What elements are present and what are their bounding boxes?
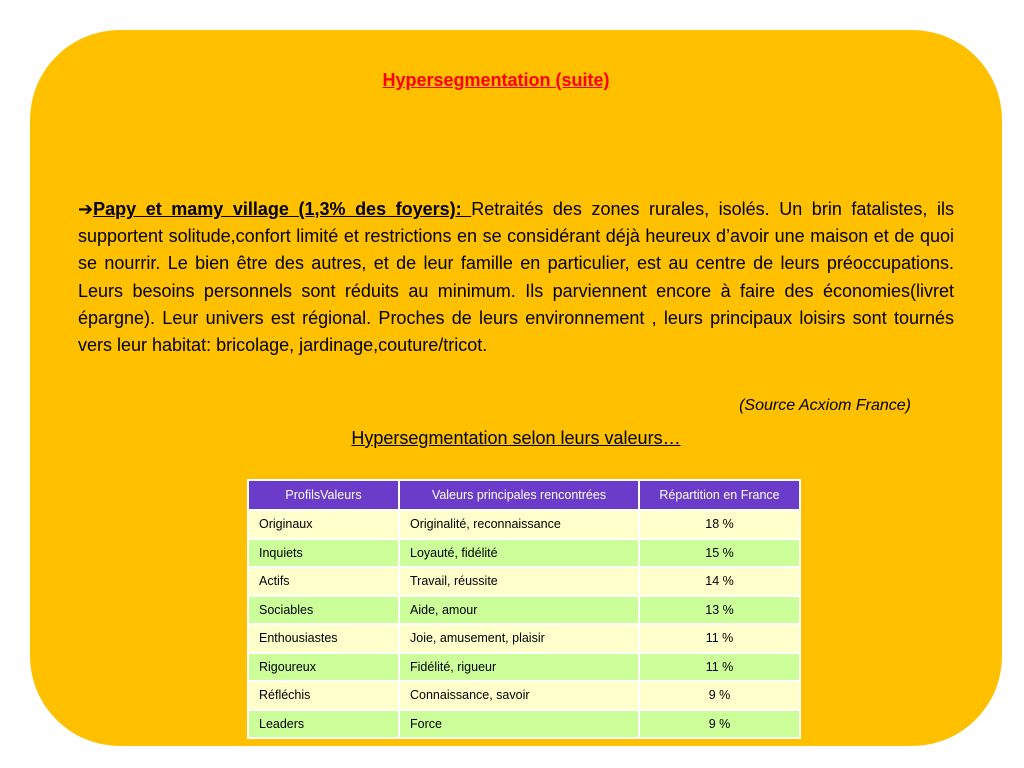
values-cell: Connaissance, savoir [399,681,639,710]
section-subtitle: Hypersegmentation selon leurs valeurs… [351,428,681,448]
table-row [248,681,800,710]
profile-cell: Leaders [248,710,399,739]
table-row [248,510,800,539]
share-cell: 9 % [639,710,800,739]
values-cell: Loyauté, fidélité [399,539,639,568]
profile-cell: Inquiets [248,539,399,568]
share-cell: 15 % [639,539,800,568]
column-header-valeurs: Valeurs principales rencontrées [399,480,639,510]
table-row [248,624,800,653]
values-cell: Fidélité, rigueur [399,653,639,682]
source-note: (Source Acxiom France) [739,397,911,414]
table-row [248,539,800,568]
profile-paragraph [78,196,954,359]
share-cell: 9 % [639,681,800,710]
column-header-repartition: Répartition en France [639,480,800,510]
table-row [248,596,800,625]
column-header-profils: ProfilsValeurs [248,480,399,510]
arrow-icon: ➔ [78,199,94,219]
profile-heading: Papy et mamy village (1,3% des foyers): [93,199,472,219]
table-row [248,567,800,596]
values-cell: Originalité, reconnaissance [399,510,639,539]
page-title: Hypersegmentation (suite) [382,70,610,90]
values-cell: Force [399,710,639,739]
profile-cell: Réfléchis [248,681,399,710]
table-row [248,710,800,739]
share-cell: 14 % [639,567,800,596]
profile-description: Retraités des zones rurales, isolés. Un brin fatalistes, ils supportent solitude,confort limité et restrictions en se considérant déjà heureux d’avoir une maison et de quoi se nourrir. Le bien être des autres, et de leur famille en particulier, est au centre de leurs préoccupations. Leurs besoins personnels sont réduits au minimum. Ils parviennent encore à faire des économies(livret épargne). Leur univers est régional. Proches de leurs environnement , leurs principaux loisirs sont tournés vers leur habitat: bricolage, jardinage,couture/tricot. [78,199,955,356]
table-row [248,653,800,682]
values-cell: Travail, réussite [399,567,639,596]
share-cell: 13 % [639,596,800,625]
profile-cell: Rigoureux [248,653,399,682]
share-cell: 11 % [639,624,800,653]
profile-cell: Sociables [248,596,399,625]
profile-cell: Enthousiastes [248,624,399,653]
values-table [247,479,801,739]
share-cell: 11 % [639,653,800,682]
values-cell: Joie, amusement, plaisir [399,624,639,653]
profile-cell: Originaux [248,510,399,539]
values-cell: Aide, amour [399,596,639,625]
profile-cell: Actifs [248,567,399,596]
table-header-row [248,480,800,510]
share-cell: 18 % [639,510,800,539]
